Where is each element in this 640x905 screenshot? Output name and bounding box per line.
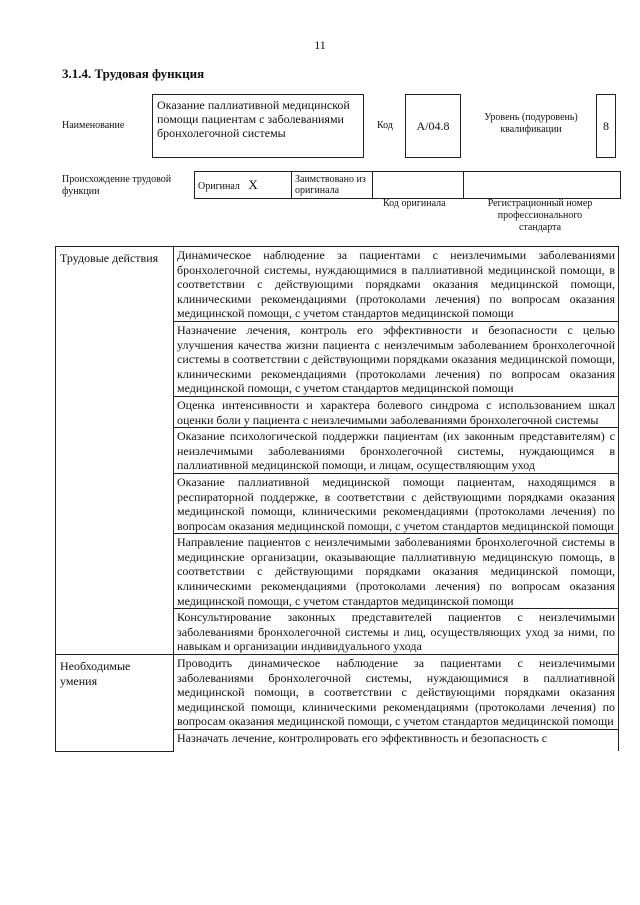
labor-action-item: Оценка интенсивности и характера болевого синдрома с использованием шкал оценки боли у пациента с неизлечимыми заболеваниями бронхолегочной системы: [174, 396, 619, 427]
name-value: Оказание паллиативной медицинской помощи пациентам с заболеваниями бронхолегочной системы: [152, 94, 364, 158]
labor-actions-label: Трудовые действия: [56, 247, 174, 655]
table-row: [56, 655, 619, 730]
code-value: А/04.8: [405, 94, 461, 158]
labor-action-item: Динамическое наблюдение за пациентами с неизлечимыми заболеваниями бронхолегочной системы, нуждающимися в паллиативной медицинской помощи, в соответствии с действующими порядками оказания медицинской помощи, клиническими рекомендациями (протоколами лечения) по вопросам оказания медицинской помощи, с учетом стандартов медицинской помощи: [174, 247, 619, 322]
original-label: Оригинал: [198, 181, 240, 192]
table-row: [56, 247, 619, 322]
origin-table: [194, 171, 621, 199]
borrowed-label: Заимствовано из оригинала: [292, 172, 373, 199]
page-number: 11: [314, 38, 326, 52]
labor-action-item: Оказание психологической поддержки пациентам (их законным представителям) с неизлечимыми заболеваниями бронхолегочной системы, нуждающимся в паллиативной медицинской помощи, и лицам, осуществляющим уход: [174, 428, 619, 474]
labor-action-item: Направление пациентов с неизлечимыми заболеваниями бронхолегочной системы в медицинские организации, оказывающие паллиативную медицинскую помощь, в соответствии с действующими порядками оказания медицинской помощи, клиническими рекомендациями (протоколами лечения) по вопросам оказания медицинской помощи, с учетом стандартов медицинской помощи: [174, 534, 619, 609]
origin-label: Происхождение трудовой функции: [62, 174, 172, 197]
code-original-cell: [373, 172, 464, 199]
original-cell: [195, 172, 292, 199]
code-original-label: Код оригинала: [383, 198, 446, 209]
labor-action-item: Назначение лечения, контроль его эффективности и безопасности с целью улучшения качества жизни пациента с неизлечимым заболеванием бронхолегочной системы в соответствии с действующими порядками оказания медицинской помощи, клиническими рекомендациями (протоколами лечения) по вопросам оказания медицинской помощи, с учетом стандартов медицинской помощи: [174, 321, 619, 396]
reg-number-label: Регистрационный номер профессионального стандарта: [487, 198, 593, 233]
skills-label: Необходимые умения: [56, 655, 174, 751]
main-table: [55, 246, 619, 752]
code-label: Код: [377, 120, 393, 131]
skill-item: Назначать лечение, контролировать его эффективность и безопасность с: [174, 730, 619, 752]
section-title: 3.1.4. Трудовая функция: [62, 66, 205, 81]
original-mark: Х: [248, 177, 258, 192]
level-label: Уровень (подуровень) квалификации: [484, 112, 578, 135]
name-label: Наименование: [62, 120, 125, 131]
labor-action-item: Консультирование законных представителей пациентов с неизлечимыми заболеваниями бронхолегочной системы и лиц, осуществляющих уход за ними, по навыкам и организации индивидуального ухода: [174, 609, 619, 655]
level-value: 8: [596, 94, 616, 158]
skill-item: Проводить динамическое наблюдение за пациентами с неизлечимыми заболеваниями бронхолегочной системы, нуждающимися в паллиативной медицинской помощи, в соответствии с действующими порядками оказания медицинской помощи, клиническими рекомендациями (протоколами лечения) по вопросам оказания медицинской помощи, с учетом стандартов медицинской помощи: [174, 655, 619, 730]
reg-number-cell: [464, 172, 621, 199]
labor-action-item: Оказание паллиативной медицинской помощи пациентам, находящимся в респираторной поддержке, в соответствии с действующими порядками оказания медицинской помощи, клиническими рекомендациями (протоколами лечения) по вопросам оказания медицинской помощи, с учетом стандартов медицинской помощи: [174, 473, 619, 533]
